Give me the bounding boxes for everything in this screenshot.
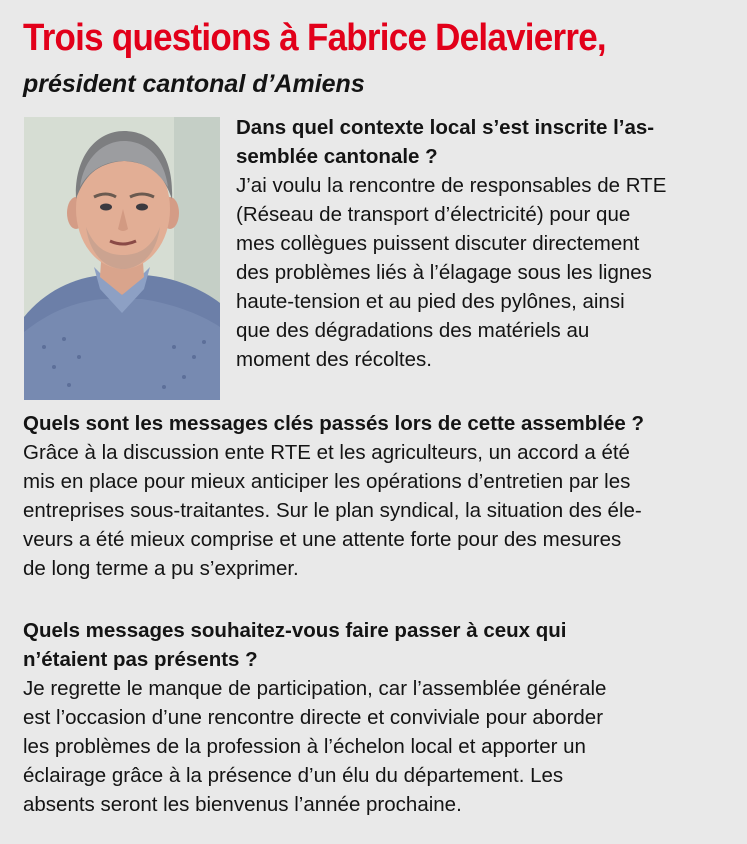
answer-line: moment des récoltes. — [236, 348, 432, 371]
question-line: Quels messages souhaitez-vous faire passer à ceux qui — [23, 619, 567, 642]
question-line: Dans quel contexte local s’est inscrite l’as- — [236, 116, 655, 139]
question-2 — [23, 409, 743, 438]
question-line: n’étaient pas présents ? — [23, 648, 258, 671]
answer-line: de long terme a pu s’exprimer. — [23, 557, 299, 580]
qa-block-1 — [236, 113, 736, 374]
answer-line: veurs a été mieux comprise et une attente forte pour des mesures — [23, 528, 622, 551]
qa-block-3 — [23, 616, 743, 819]
answer-line: est l’occasion d’une rencontre directe et conviviale pour aborder — [23, 706, 604, 729]
answer-line: des problèmes liés à l’élagage sous les lignes — [236, 261, 652, 284]
answer-line: Grâce à la discussion ente RTE et les agriculteurs, un accord a été — [23, 441, 630, 464]
answer-line: J’ai voulu la rencontre de responsables de RTE — [236, 174, 667, 197]
qa-block-2 — [23, 409, 743, 583]
answer-line: que des dégradations des matériels au — [236, 319, 590, 342]
answer-line: éclairage grâce à la présence d’un élu du département. Les — [23, 764, 564, 787]
portrait-photo — [24, 117, 220, 400]
answer-line: Je regrette le manque de participation, car l’assemblée générale — [23, 677, 607, 700]
question-3 — [23, 616, 743, 674]
question-1 — [236, 113, 736, 171]
answer-line: (Réseau de transport d’électricité) pour que — [236, 203, 631, 226]
answer-line: les problèmes de la profession à l’échelon local et apporter un — [23, 735, 586, 758]
answer-line: haute-tension et au pied des pylônes, ainsi — [236, 290, 625, 313]
article-title: Trois questions à Fabrice Delavierre, — [23, 17, 606, 59]
question-line: semblée cantonale ? — [236, 145, 438, 168]
answer-line: entreprises sous-traitantes. Sur le plan syndical, la situation des éle- — [23, 499, 642, 522]
answer-line: mes collègues puissent discuter directement — [236, 232, 640, 255]
answer-2 — [23, 438, 743, 583]
article-subtitle: président cantonal d’Amiens — [23, 70, 365, 98]
answer-line: absents seront les bienvenus l’année prochaine. — [23, 793, 462, 816]
question-line: Quels sont les messages clés passés lors de cette assemblée ? — [23, 412, 645, 435]
answer-3 — [23, 674, 743, 819]
answer-1 — [236, 171, 736, 374]
answer-line: mis en place pour mieux anticiper les opérations d’entretien par les — [23, 470, 631, 493]
